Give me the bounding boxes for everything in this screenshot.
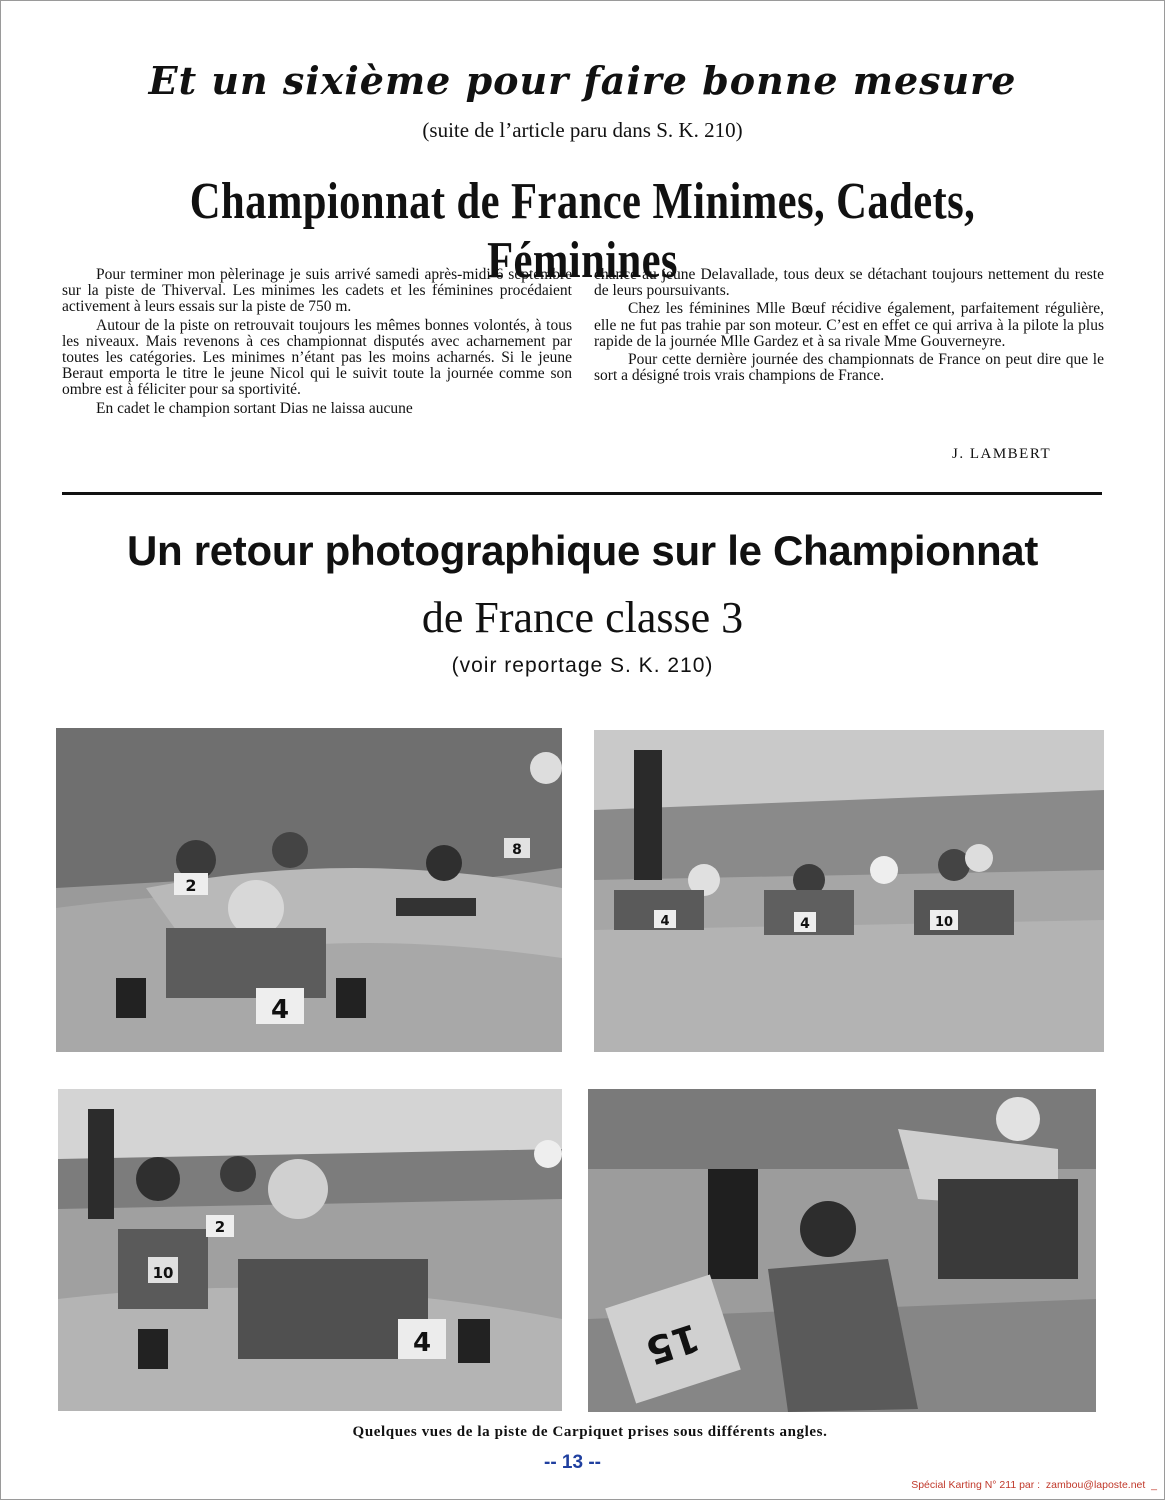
paragraph: En cadet le champion sortant Dias ne laissa aucune <box>96 399 413 417</box>
kart-number: 2 <box>185 876 197 895</box>
kart-number: 4 <box>800 916 810 932</box>
kart-number: 10 <box>934 915 954 930</box>
author-byline: J. LAMBERT <box>952 446 1052 462</box>
race-photo-2 <box>594 730 1104 1052</box>
kart-number: 4 <box>412 1328 432 1358</box>
section-title: Un retour photographique sur le Championnat <box>126 527 1039 574</box>
section-divider <box>62 492 1102 495</box>
kart-number: 15 <box>640 1314 705 1374</box>
article-kicker-subtitle: (suite de l’article paru dans S. K. 210) <box>422 118 743 142</box>
paragraph: Pour terminer mon pèlerinage je suis arrivé samedi après-midi 6 septembre sur la piste de Thiverval. Les minimes les cadets et les féminines procédaient activement à leurs essais sur la piste de 750 m. <box>62 266 572 316</box>
kart-number: 2 <box>214 1218 226 1236</box>
kart-number: 4 <box>660 914 670 929</box>
paragraph: Pour cette dernière journée des championnats de France on peut dire que le sort a désigné trois vrais champions de France. <box>594 351 1104 385</box>
article-kicker: Et un sixième pour faire bonne mesure <box>148 58 1017 103</box>
article-headline: Championnat de France Minimes, Cadets, Féminines <box>189 173 976 289</box>
race-photo-1 <box>56 728 562 1052</box>
race-photo-3 <box>58 1089 562 1411</box>
race-photo-4 <box>588 1089 1096 1412</box>
footer-credit: Spécial Karting N° 211 par : zambou@laposte.net _ <box>911 1479 1157 1491</box>
paragraph: chance au jeune Delavallade, tous deux se détachant toujours nettement du reste de leurs poursuivants. <box>594 266 1104 300</box>
kart-number: 8 <box>512 842 522 858</box>
article-column-left <box>62 267 572 419</box>
page-number: -- 13 -- <box>544 1452 601 1473</box>
photo-caption: Quelques vues de la piste de Carpiquet prises sous différents angles. <box>352 1424 828 1440</box>
article-column-right <box>594 267 1104 386</box>
paragraph: Chez les féminines Mlle Bœuf récidive également, parfaitement régulière, elle ne fut pas trahie par son moteur. C’est en effet ce qui arriva à la pilote la plus rapide de la journée Mlle Gardez et à sa rivale Mme Gouverneyre. <box>594 300 1104 350</box>
section-title-line2: de France classe 3 <box>421 593 744 642</box>
paragraph: Autour de la piste on retrouvait toujours les mêmes bonnes volontés, à tous les niveaux. Mais revenons à ces championnat disputés avec acharnement par toutes les catégories. Les minimes n’étant pas les moins acharnés. Si le jeune Beraut emporta le titre le jeune Nicol qui le suivit toute la journée comme son ombre est à féliciter pour sa sportivité. <box>62 316 572 399</box>
kart-number: 4 <box>270 995 290 1025</box>
kart-number: 10 <box>152 1264 174 1282</box>
section-subtitle: (voir reportage S. K. 210) <box>451 654 714 677</box>
